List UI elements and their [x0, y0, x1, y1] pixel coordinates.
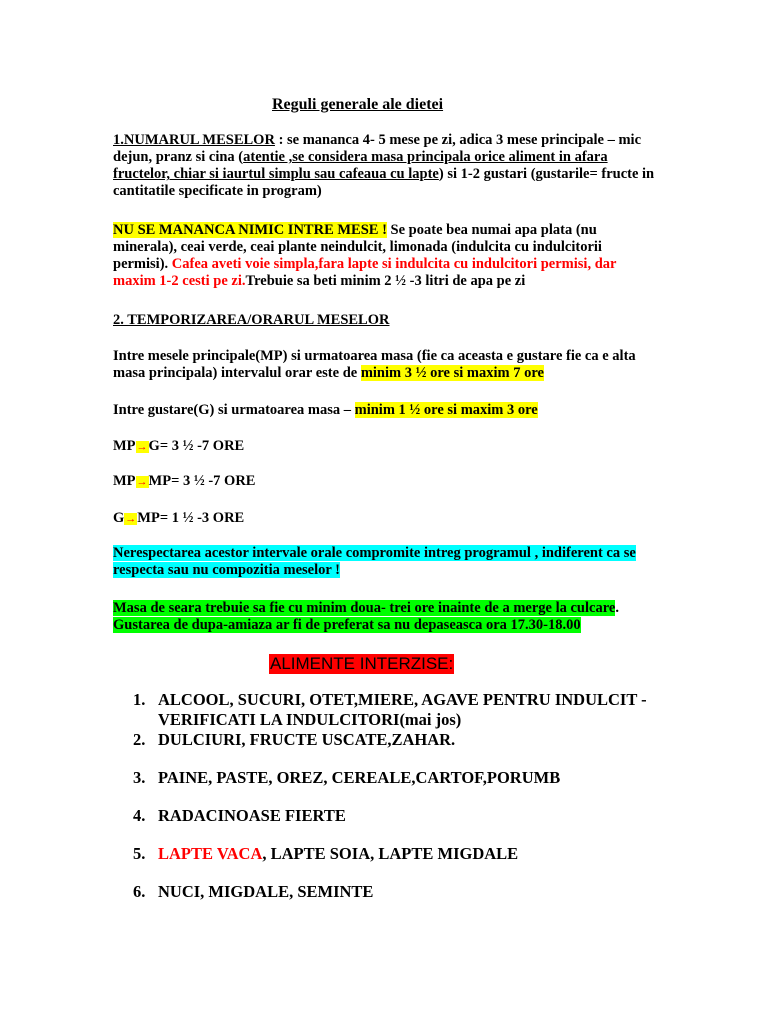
list-number: 3. — [133, 768, 146, 787]
arrow-icon: → — [125, 513, 137, 525]
list-text: NUCI, MIGDALE, SEMINTE — [158, 882, 374, 901]
page-title: Reguli generale ale dietei — [272, 96, 444, 113]
formula-to: MP= 3 ½ -7 ORE — [148, 473, 256, 489]
formula-line — [113, 510, 658, 528]
highlight-text: minim 3 ½ ore si maxim 7 ore — [360, 365, 544, 381]
highlight-text: Nerespectarea acestor intervale orale compromite intreg programul , indiferent ca se respecta sau nu compozitia meselor ! — [113, 545, 636, 578]
formula-from: MP — [113, 438, 136, 454]
section-meal-count — [113, 132, 658, 200]
text: ) si 1-2 gustari (gustarile= fructe in cantitatile specificate in program) — [113, 166, 655, 199]
text: Se poate bea numai apa plata (nu minerala), ceai verde, ceai plante neindulcit, limonada (indulcita cu indulcitorii permisi). — [113, 222, 602, 272]
formula-to: G= 3 ½ -7 ORE — [148, 438, 245, 454]
text: Intre mesele principale(MP) si urmatoarea masa (fie ca aceasta e gustare fie ca e alta masa principala) intervalul orar este de — [113, 348, 636, 381]
red-text: LAPTE VACA — [158, 844, 263, 863]
cyan-warning — [113, 545, 658, 579]
list-item — [113, 730, 673, 750]
list-number: 6. — [133, 882, 146, 901]
highlight-text: minim 1 ½ ore si maxim 3 ore — [354, 402, 538, 418]
list-item — [113, 882, 673, 902]
list-number: 4. — [133, 806, 146, 825]
highlight-text: Masa de seara trebuie sa fie cu minim doua- trei ore inainte de a merge la culcare — [113, 600, 616, 616]
list-text: PAINE, PASTE, OREZ, CEREALE,CARTOF,PORUMB — [158, 768, 561, 787]
red-text: Cafea aveti voie simpla,fara lapte si indulcita cu indulcitori permisi, dar maxim 1-2 cesti pe zi. — [113, 256, 617, 289]
paragraph-main-meals — [113, 348, 658, 382]
text: Trebuie sa beti minim 2 ½ -3 litri de apa pe zi — [245, 273, 526, 289]
formula-from: MP — [113, 473, 136, 489]
list-item — [113, 768, 673, 788]
paragraph-snack — [113, 402, 658, 419]
formula-from: G — [113, 510, 125, 526]
forbidden-foods-list — [113, 690, 673, 902]
forbidden-foods-banner: ALIMENTE INTERZISE: — [270, 654, 454, 673]
formula-to: MP= 1 ½ -3 ORE — [137, 510, 245, 526]
arrow-icon: → — [136, 476, 148, 488]
section-heading-timing: 2. TEMPORIZAREA/ORARUL MESELOR — [113, 312, 390, 328]
list-text: , LAPTE SOIA, LAPTE MIGDALE — [262, 844, 519, 863]
list-text: DULCIURI, FRUCTE USCATE,ZAHAR. — [158, 730, 456, 749]
green-note — [113, 600, 658, 634]
list-text: ALCOOL, SUCURI, OTET,MIERE, AGAVE PENTRU INDULCIT -VERIFICATI LA INDULCITORI(mai jos) — [158, 690, 647, 729]
list-number: 5. — [133, 844, 146, 863]
text: Intre gustare(G) si urmatoarea masa – — [113, 402, 355, 418]
highlight-text: NU SE MANANCA NIMIC INTRE MESE ! — [113, 222, 387, 238]
highlight-text: Gustarea de dupa-amiaza ar fi de preferat sa nu depaseasca ora 17.30-18.00 — [113, 617, 581, 633]
section-between-meals — [113, 222, 658, 290]
section-label: 1.NUMARUL MESELOR — [113, 132, 275, 148]
text: : se mananca 4- 5 mese pe zi, adica 3 mese principale – mic dejun, pranz si cina ( — [113, 132, 641, 165]
underlined-text: atentie ,se considera masa principala orice aliment in afara fructelor, chiar si iaurtul simplu sau cafeaua cu lapte — [113, 149, 608, 182]
formula-line — [113, 473, 658, 491]
list-item — [113, 806, 673, 826]
formula-line — [113, 438, 658, 456]
list-number: 2. — [133, 730, 146, 749]
list-text: RADACINOASE FIERTE — [158, 806, 346, 825]
text: . — [615, 600, 619, 616]
list-item — [113, 844, 673, 864]
arrow-icon: → — [136, 441, 148, 453]
list-number: 1. — [133, 690, 146, 709]
list-item — [113, 690, 673, 730]
